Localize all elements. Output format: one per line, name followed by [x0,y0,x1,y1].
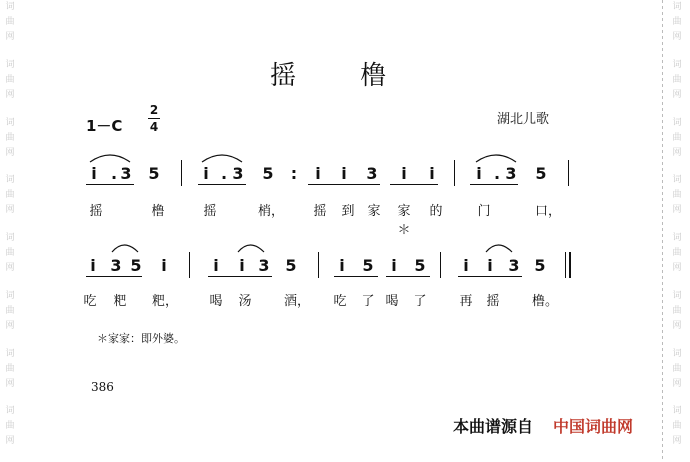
watermark-char: 网 [5,378,15,389]
song-source: 湖北儿歌 [497,112,550,127]
watermark-char: 网 [5,205,15,216]
meter-bottom: 4 [149,120,159,134]
watermark-char: 词 [672,117,682,128]
watermark-char: 曲 [672,74,682,85]
watermark-char: 网 [672,32,682,42]
lyric-syllable: 喝 [209,294,223,309]
lyric-syllable: 吃 [333,294,347,309]
note: : [290,164,298,183]
watermark-char: 曲 [672,132,682,143]
note: i [476,164,482,183]
note: 5 [535,164,547,183]
watermark-char: 曲 [5,132,15,143]
lyric-syllable: 橹。 [532,294,559,309]
note: 3 [508,256,520,275]
watermark-char: 词 [672,233,682,243]
note: i [239,256,245,275]
meter-top: 2 [149,103,159,117]
song-title: 摇 橹 [270,61,415,91]
watermark-char: 曲 [5,248,15,258]
watermark-char: 网 [5,89,15,100]
lyric-syllable: 再 [459,294,473,309]
watermark-char: 网 [672,436,682,447]
watermark-char: 曲 [5,190,15,201]
watermark-char: 曲 [5,74,15,85]
note: . [110,164,118,183]
note: i [339,256,345,275]
watermark-char: 词 [5,2,15,12]
note: 5 [130,256,142,275]
note: 5 [285,256,297,275]
watermark-char: 词 [672,290,682,301]
lyric-syllable: 酒， [284,294,311,309]
lyric-syllable: 家＊ [397,204,411,238]
credit-site-link[interactable]: 中国词曲网 [553,417,634,436]
watermark-char: 曲 [672,190,682,201]
footnote: ＊家家：即外婆。 [97,332,185,345]
note: . [220,164,228,183]
note: 3 [505,164,517,183]
watermark-char: 网 [672,320,682,331]
note: i [91,164,97,183]
note: 5 [262,164,274,183]
note: 5 [362,256,374,275]
lyric-syllable: 梢， [258,204,285,219]
note: i [203,164,209,183]
lyric-syllable: 摇 [203,204,217,219]
lyric-syllable: 了 [413,294,427,309]
watermark-char: 网 [672,147,682,158]
watermark-char: 网 [672,378,682,389]
watermark-char: 曲 [672,363,682,374]
watermark-char: 词 [5,290,15,301]
note: 3 [258,256,270,275]
watermark-char: 曲 [672,305,682,316]
page-number: 386 [91,380,114,394]
note: i [341,164,347,183]
credit-label: 本曲谱源自 [453,417,534,436]
watermark-char: 词 [672,175,682,186]
note: i [463,256,469,275]
watermark-char: 词 [5,117,15,128]
slur [112,245,138,252]
watermark-char: 网 [672,89,682,100]
note: i [315,164,321,183]
lyric-syllable: 门 [477,204,491,219]
slur [238,245,264,252]
lyric-syllable: 家 [367,204,381,219]
watermark-char: 网 [5,147,15,158]
note: . [493,164,501,183]
note: 5 [414,256,426,275]
watermark-char: 曲 [5,363,15,374]
note: i [213,256,219,275]
note: 3 [120,164,132,183]
watermark-char: 曲 [5,305,15,316]
lyric-syllable: 摇 [89,204,103,219]
source-credit [453,414,633,437]
watermark-char: 曲 [5,421,15,432]
note: i [391,256,397,275]
lyric-syllable: 粑， [152,294,179,309]
watermark-char: 词 [672,59,682,70]
note: 3 [366,164,378,183]
lyric-syllable: 摇 [313,204,327,219]
watermark-char: 曲 [672,421,682,432]
watermark-char: 网 [5,263,15,273]
watermark-char: 网 [672,263,682,273]
note: i [161,256,167,275]
slur [202,155,242,162]
watermark-char: 网 [5,320,15,331]
lyric-syllable: 的 [429,204,443,219]
slur [90,155,130,162]
lyric-syllable: 橹 [151,204,165,219]
watermark-char: 词 [5,348,15,359]
watermark-char: 网 [672,205,682,216]
watermark-char: 词 [5,233,15,243]
watermark-char: 曲 [672,248,682,258]
lyric-syllable: 到 [341,204,355,219]
note: i [487,256,493,275]
watermark-char: 网 [5,436,15,447]
lyric-syllable: 口， [535,204,562,219]
lyric-syllable: 粑 [113,294,127,309]
note: 5 [534,256,546,275]
note: i [401,164,407,183]
lyric-syllable: 了 [361,294,375,309]
watermark-char: 曲 [5,17,15,27]
slur [486,245,512,252]
note: i [429,164,435,183]
watermark-char: 词 [5,175,15,186]
note: 5 [148,164,160,183]
lyric-syllable: 喝 [385,294,399,309]
watermark-char: 词 [5,59,15,70]
watermark-char: 词 [672,406,682,417]
key-signature: 1－C [86,117,123,135]
watermark-char: 词 [5,406,15,417]
slur [476,155,516,162]
lyric-syllable: 吃 [83,294,97,309]
watermark-char: 词 [672,2,682,12]
watermark-char: 词 [672,348,682,359]
watermark-char: 网 [5,32,15,42]
lyric-syllable: 汤 [238,294,252,309]
lyric-syllable: 摇 [486,294,500,309]
note: i [90,256,96,275]
watermark-char: 曲 [672,17,682,27]
note: 3 [232,164,244,183]
note: 3 [110,256,122,275]
